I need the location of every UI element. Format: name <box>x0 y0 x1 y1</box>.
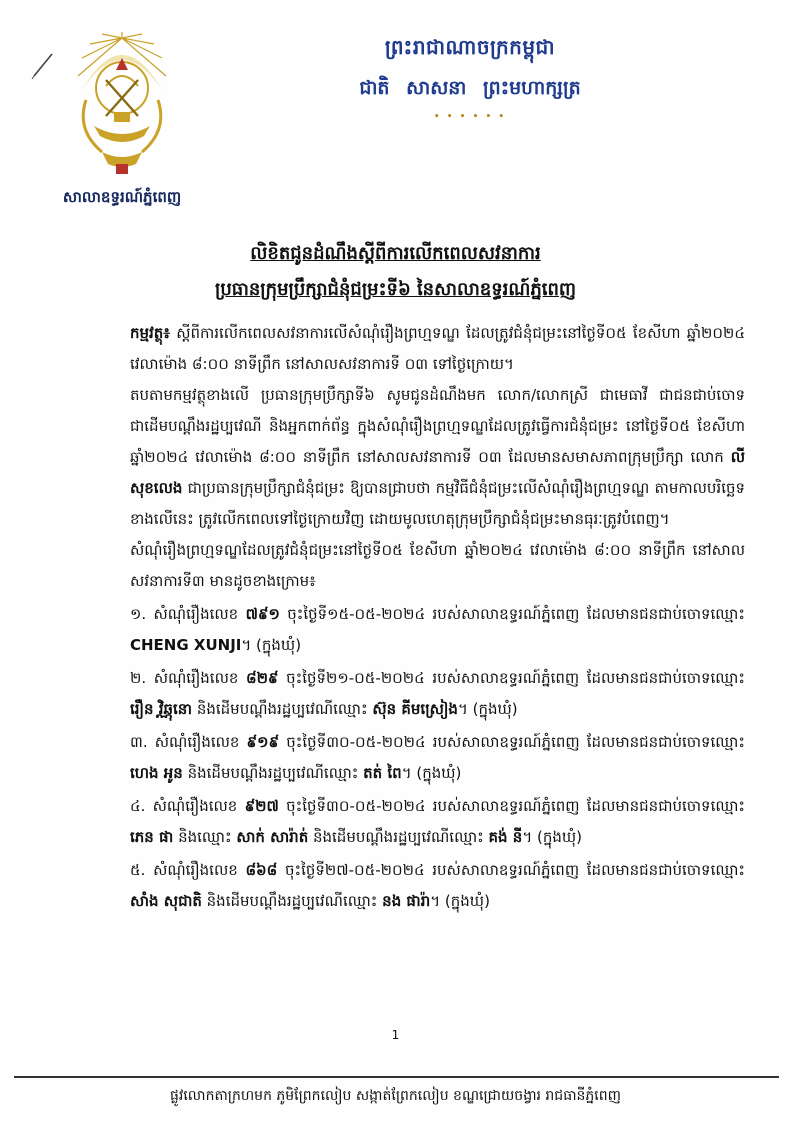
civil-party-label: និងដើមបណ្ដឹងរដ្ឋប្បវេណីឈ្មោះ <box>196 700 368 718</box>
case-file-number: ៩២៧ <box>244 797 279 815</box>
title-line-1: លិខិតជូនដំណឹងស្ដីពីការលើកពេលសវនាការ <box>250 243 541 264</box>
case-number-label: ៤. <box>130 797 146 815</box>
civil-party-name: គង់ នី <box>488 828 523 846</box>
civil-party-name: ស៊ុន គីមស្រៀង <box>372 700 458 718</box>
case-prefix: សំណុំរឿងលេខ <box>152 797 238 815</box>
case-date: ចុះថ្ងៃទី១៥-០៥-២០២៤ របស់សាលាឧទ្ធរណ៍ភ្នំពេញ ដែលមានជនជាប់ចោទឈ្មោះ <box>287 605 745 623</box>
case-file-number: ៨២៩ <box>245 669 279 687</box>
case-item <box>130 599 745 661</box>
case-prefix: សំណុំរឿងលេខ <box>154 733 240 751</box>
case-item <box>130 663 745 725</box>
case-item <box>130 791 745 853</box>
accused-name: ហេង អូន <box>130 764 183 782</box>
case-number-label: ២. <box>130 669 147 687</box>
case-prefix: សំណុំរឿងលេខ <box>153 861 238 879</box>
kingdom-name: ព្រះរាជាណាចក្រកម្ពុជា <box>384 35 556 59</box>
pen-mark-icon <box>30 50 56 80</box>
civil-party-label: និងដើមបណ្ដឹងរដ្ឋប្បវេណីឈ្មោះ <box>206 892 378 910</box>
custody-status: ។ (ក្នុងឃុំ) <box>401 764 462 782</box>
case-number-label: ៣. <box>130 733 148 751</box>
page-number: 1 <box>391 1028 400 1042</box>
case-date: ចុះថ្ងៃទី២៧-០៥-២០២៤ របស់សាលាឧទ្ធរណ៍ភ្នំពេញ ដែលមានជនជាប់ចោទឈ្មោះ <box>285 861 745 879</box>
case-prefix: សំណុំរឿងលេខ <box>153 605 239 623</box>
case-item <box>130 727 745 789</box>
case-number-label: ៥. <box>130 861 146 879</box>
court-name: សាលាឧទ្ធរណ៍ភ្នំពេញ <box>62 188 182 206</box>
case-file-number: ៧៩១ <box>245 605 280 623</box>
subject-paragraph <box>130 318 745 380</box>
civil-party-label: និងដើមបណ្ដឹងរដ្ឋប្បវេណីឈ្មោះ <box>187 764 359 782</box>
accused-name: CHENG XUNJI <box>130 636 242 654</box>
case-file-number: ៩១៩ <box>246 733 280 751</box>
footer-divider <box>14 1076 779 1078</box>
case-prefix: សំណុំរឿងលេខ <box>153 669 239 687</box>
ornament: • • • • • • <box>433 112 507 122</box>
subject-label: កម្មវត្ថុ៖ <box>130 324 170 342</box>
case-item <box>130 855 745 917</box>
judge-name: លី សុខលេង <box>130 448 745 497</box>
notice-paragraph <box>130 380 745 535</box>
notice-text-part2: ជាប្រធានក្រុមប្រឹក្សាជំនុំជម្រះ ឱ្យបានជ្រាបថា កម្មវិធីជំនុំជម្រះលើសំណុំរឿងព្រហ្មទណ្ឌ តាមកាលបរិច្ឆេទខាងលើនេះ ត្រូវលើកពេលទៅថ្ងៃក្រោយវិញ ដោយមូលហេតុក្រុមប្រឹក្សាជំនុំជម្រះមានធុរៈត្រូវបំពេញ។ <box>130 479 745 528</box>
case-date: ចុះថ្ងៃទី៣០-០៥-២០២៤ របស់សាលាឧទ្ធរណ៍ភ្នំពេញ ដែលមានជនជាប់ចោទឈ្មោះ <box>286 797 745 815</box>
accused-name: សាំង សុជាតិ <box>130 892 202 910</box>
court-emblem-icon <box>62 30 182 180</box>
nation-religion-king: ជាតិ សាសនា ព្រះមហាក្សត្រ <box>359 77 581 99</box>
accused-name: ភេន ផា <box>130 828 174 846</box>
custody-status: ។ (ក្នុងឃុំ) <box>522 828 582 846</box>
subject-text: ស្ដីពីការលើកពេលសវនាការលើសំណុំរឿងព្រហ្មទណ្ឌ ដែលត្រូវជំនុំជម្រះនៅថ្ងៃទី០៥ ខែសីហា ឆ្នាំ២០២៤ វេលាម៉ោង ៨:០០ នាទីព្រឹក នៅសាលសវនាការទី ០៣ ទៅថ្ងៃក្រោយ។ <box>130 324 745 373</box>
notice-text-part1: តបតាមកម្មវត្ថុខាងលើ ប្រធានក្រុមប្រឹក្សាទី៦ សូមជូនដំណឹងមក លោក/លោកស្រី ជាមេធាវី ជាជនជាប់ចោទ ជាដើមបណ្ដឹងរដ្ឋប្បវេណី និងអ្នកពាក់ព័ន្ធ ក្នុងសំណុំរឿងព្រហ្មទណ្ឌដែលត្រូវធ្វើការជំនុំជម្រះ នៅថ្ងៃទី០៥ ខែសីហា ឆ្នាំ២០២៤ វេលាម៉ោង ៨:០០ នាទីព្រឹក នៅសាលសវនាការទី ០៣ ដែលមានសមាសភាពក្រុមប្រឹក្សា លោក <box>130 386 745 466</box>
case-date: ចុះថ្ងៃទី២១-០៥-២០២៤ របស់សាលាឧទ្ធរណ៍ភ្នំពេញ ដែលមានជនជាប់ចោទឈ្មោះ <box>286 669 745 687</box>
document-body <box>130 318 745 917</box>
cases-intro-paragraph: សំណុំរឿងព្រហ្មទណ្ឌដែលត្រូវជំនុំជម្រះនៅថ្ងៃទី០៥ ខែសីហា ឆ្នាំ២០២៤ វេលាម៉ោង ៨:០០ នាទីព្រឹក នៅសាលសវនាការទី៣ មានដូចខាងក្រោម៖ <box>130 541 745 590</box>
accused-name: រឿន វិឆ្ណុនោ <box>130 700 193 718</box>
case-number-label: ១. <box>130 605 147 623</box>
document-title <box>0 236 791 308</box>
kingdom-motto <box>330 34 610 122</box>
title-line-2: ប្រធានក្រុមប្រឹក្សាជំនុំជម្រះទី៦ នៃសាលាឧទ្ធរណ៍ភ្នំពេញ <box>214 279 577 300</box>
civil-party-label: និងដើមបណ្ដឹងរដ្ឋប្បវេណីឈ្មោះ <box>313 828 484 846</box>
second-accused-name: សាក់ សារ៉ាត់ <box>236 828 309 846</box>
footer-address: ផ្លូវលោកតាក្រហមក ភូមិព្រែកលៀប សង្កាត់ព្រែកលៀប ខណ្ឌជ្រោយចង្វារ រាជធានីភ្នំពេញ <box>170 1088 621 1104</box>
case-file-number: ៨៦៨ <box>245 861 278 879</box>
custody-status: ។ (ក្នុងឃុំ) <box>457 700 518 718</box>
case-date: ចុះថ្ងៃទី៣០-០៥-២០២៤ របស់សាលាឧទ្ធរណ៍ភ្នំពេញ ដែលមានជនជាប់ចោទឈ្មោះ <box>286 733 745 751</box>
custody-status: ។ (ក្នុងឃុំ) <box>241 636 302 654</box>
custody-status: ។ (ក្នុងឃុំ) <box>430 892 490 910</box>
second-accused-label: និងឈ្មោះ <box>178 828 232 846</box>
civil-party-name: នង ផារ៉ា <box>382 892 431 910</box>
civil-party-name: តត់ ពៃ <box>363 764 402 782</box>
